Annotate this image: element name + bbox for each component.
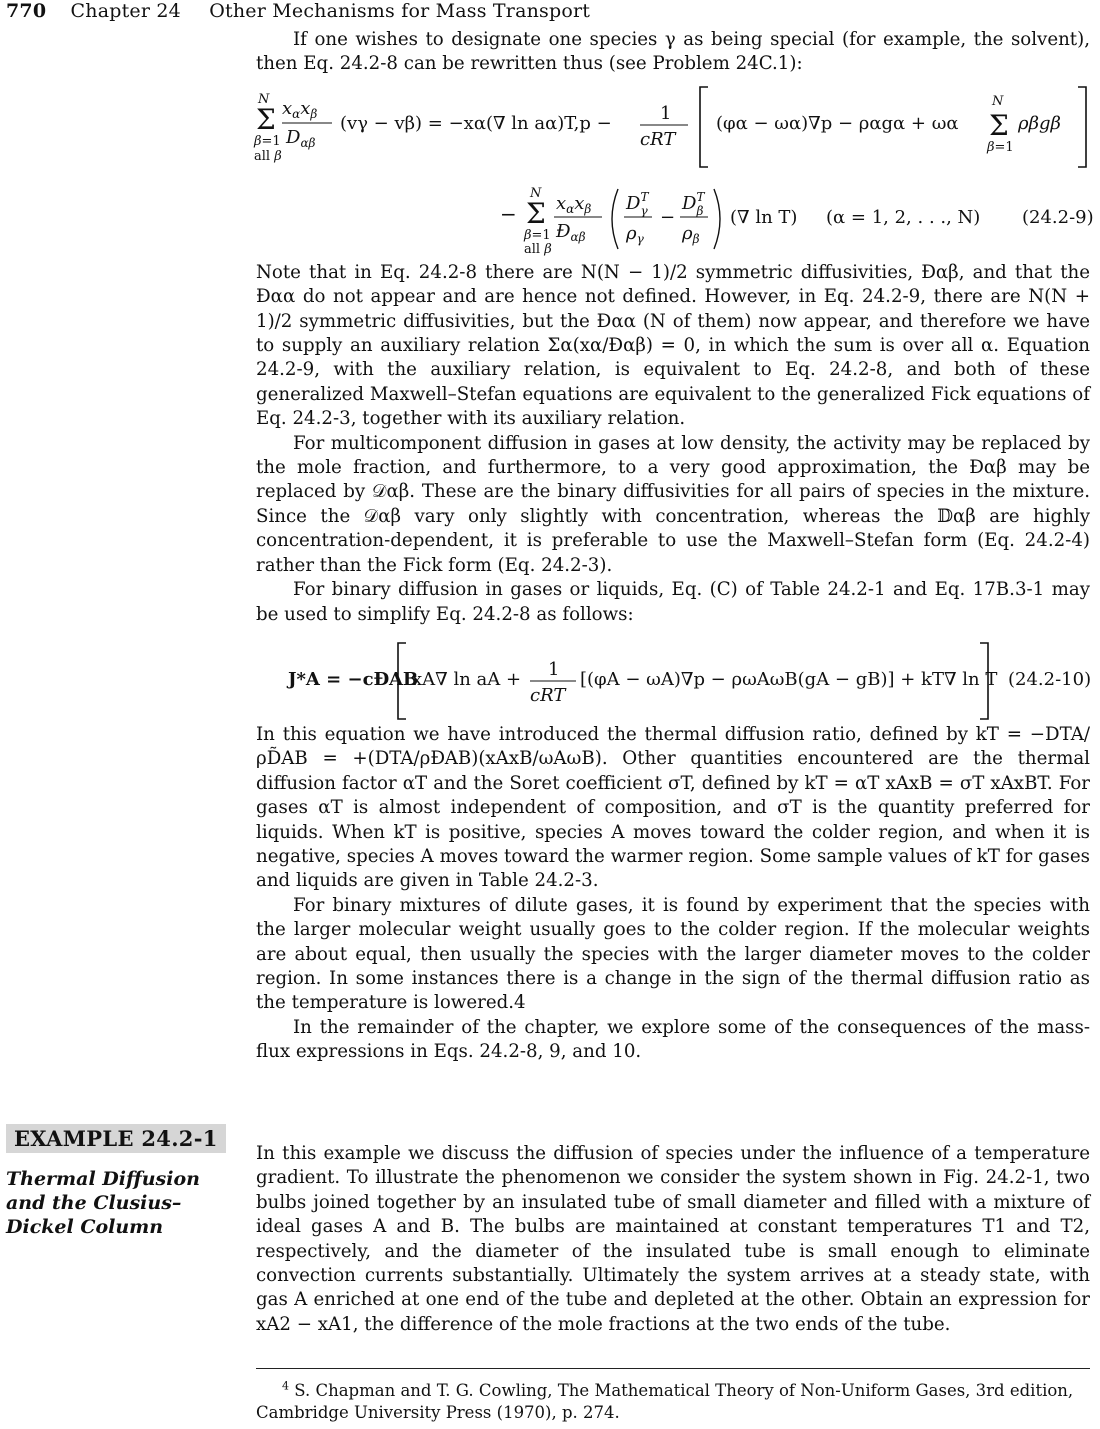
example-title: Thermal Diffusion and the Clusius–Dickel Column <box>6 1168 200 1238</box>
svg-text:DTγ: $D^T$ γ <box>626 189 649 218</box>
svg-text:N: N <box>530 185 542 201</box>
svg-text:DTβ: $D^T$ β <box>682 189 705 218</box>
equation-24-2-10-graphic <box>256 637 1090 723</box>
example-text-column <box>256 1142 1090 1337</box>
svg-text:−: − <box>660 206 676 228</box>
eq10-bracket-mid: [(φA − ωA)∇p − ρωAωB(gA − gB)] + kT∇ ln T <box>580 668 998 690</box>
chapter-label: Chapter 24 <box>70 0 181 22</box>
svg-text:Σ: Σ <box>526 196 546 230</box>
svg-text:N: N <box>258 91 270 107</box>
example-sidebar <box>6 1124 231 1239</box>
svg-text:ργ: $\rho_\gamma$ <box>626 222 644 246</box>
paragraph-symmetric-diffusivities: Note that in Eq. 24.2-8 there are N(N − 1)/2 symmetric diffusivities, Ðαβ, and that the Ðαα do not appear and are hence not defined. However, in Eq. 24.2-9, there are N(N + 1)/2 symmetric diffusivities, but the Ðαα (N of them) now appear, and therefore we have to supply an auxiliary relation Σα(xα/Ðαβ) = 0, in which the sum is over all α. Equation 24.2-9, with the auxiliary relation, is equivalent to Eq. 24.2-8, and both of these generalized Maxwell–Stefan equations are equivalent to the generalized Fick equations of Eq. 24.2-3, together with its auxiliary relation. <box>256 261 1090 430</box>
footnote-divider <box>256 1368 1090 1369</box>
svg-text:Dαβ: $D_{\alpha\beta}$ <box>286 126 316 150</box>
eq9-frac-den: cRT <box>640 128 676 150</box>
svg-text:N: N <box>992 93 1004 109</box>
example-label: EXAMPLE 24.2-1 <box>6 1124 226 1153</box>
equation-24-2-10 <box>256 637 1090 723</box>
svg-text:xαxβ: $x_\alpha x_\beta$ <box>282 97 318 121</box>
eq10-bracket-start: xA∇ ln aA + <box>412 668 522 690</box>
svg-text:Ðαβ: $Ð_{\alpha\beta}$ <box>556 220 586 244</box>
paragraph-dilute-gases: For binary mixtures of dilute gases, it is found by experiment that the species with the larger molecular weight usually goes to the colder region. If the molecular weights are about equal, then usually the species with the larger diameter moves to the colder region. In some instances there is a change in the sign of the thermal diffusion ratio as the temperature is lowered.4 <box>256 894 1090 1014</box>
running-head <box>6 0 590 22</box>
eq9-line2-term: (∇ ln T) <box>730 206 798 228</box>
svg-text:xαxβ: $x_\alpha x_\beta$ <box>556 192 592 216</box>
svg-text:ρβ: $\rho_\beta$ <box>682 222 700 246</box>
svg-text:Σ: Σ <box>989 108 1009 142</box>
equation-24-2-9-line-2-graphic <box>256 181 1094 261</box>
equation-24-2-9-line-1-graphic <box>256 81 1090 181</box>
equation-24-2-9-line-1 <box>256 81 1090 181</box>
paragraph-multicomponent-gases: For multicomponent diffusion in gases at low density, the activity may be replaced by the mole fraction, and furthermore, to a very good approximation, the Ðαβ may be replaced by 𝒟αβ. These are the binary diffusivities for all pairs of species in the mixture. Since the 𝒟αβ vary only slightly with concentration, whereas the 𝔻αβ are highly concentration-dependent, it is preferable to use the Maxwell–Stefan form (Eq. 24.2-4) rather than the Fick form (Eq. 24.2-3). <box>256 432 1090 576</box>
intro-paragraph: If one wishes to designate one species γ as being special (for example, the solvent), then Eq. 24.2-8 can be rewritten thus (see Problem 24C.1): <box>256 29 1090 75</box>
svg-text:Σ: Σ <box>256 102 276 136</box>
footnote-marker: 4 <box>282 1379 289 1393</box>
eq9-frac-num: 1 <box>660 102 672 124</box>
svg-text:all β: all β <box>254 148 282 164</box>
svg-text:all β: all β <box>524 241 552 257</box>
paragraph-binary-diffusion: For binary diffusion in gases or liquids, Eq. (C) of Table 24.2-1 and Eq. 17B.3-1 may be used to simplify Eq. 24.2-8 as follows: <box>256 579 1090 625</box>
example-body: In this example we discuss the diffusion of species under the influence of a temperature gradient. To illustrate the phenomenon we consider the system shown in Fig. 24.2-1, two bulbs joined together by an insulated tube of small diameter and filled with a mixture of ideal gases A and B. The bulbs are maintained at constant temperatures T1 and T2, respectively, and the diameter of the insulated tube is small enough to eliminate convection currents substantially. Ultimately the system arrives at a steady state, with gas A enriched at one end of the tube and depleted at the other. Obtain an expression for xA2 − xA1, the difference of the mole fractions at the two ends of the tube. <box>256 1143 1090 1335</box>
equation-number-24-2-9: (24.2-9) <box>1022 206 1094 228</box>
eq9-sum-term: ρβgβ <box>1018 112 1061 134</box>
main-text-column <box>254 28 1094 1065</box>
eq9-bracket-text: (φα − ωα)∇p − ραgα + ωα <box>716 112 959 134</box>
eq9-condition: (α = 1, 2, . . ., N) <box>826 206 981 228</box>
equation-number-24-2-10: (24.2-10) <box>1008 668 1092 690</box>
footnote <box>256 1380 1090 1424</box>
chapter-title: Other Mechanisms for Mass Transport <box>209 0 591 22</box>
paragraph-thermal-diffusion-ratio: In this equation we have introduced the thermal diffusion ratio, defined by kT = −DTA/ρD̃AB = +(DTA/ρÐAB)(xAxB/ωAωB). Other quantities encountered are the thermal diffusion factor αT and the Soret coefficient σT, defined by kT = αT xAxB = σT xAxBT. For gases αT is almost independent of composition, and σT is the quantity preferred for liquids. When kT is positive, species A moves toward the colder region, and when it is negative, species A moves toward the warmer region. Some sample values of kT for gases and liquids are given in Table 24.2-3. <box>256 723 1090 892</box>
page-number: 770 <box>6 0 47 22</box>
svg-text:β=1: β=1 <box>254 133 281 149</box>
eq10-lhs: J*A = −cÐAB <box>288 668 419 690</box>
svg-text:β=1: β=1 <box>987 139 1014 155</box>
footnote-text: S. Chapman and T. G. Cowling, The Mathematical Theory of Non-Uniform Gases, 3rd edition, Cambridge University Press (1970), p. 274. <box>256 1381 1074 1422</box>
paragraph-remainder: In the remainder of the chapter, we explore some of the consequences of the mass-flux expressions in Eqs. 24.2-8, 9, and 10. <box>256 1016 1090 1063</box>
svg-text:β=1: β=1 <box>524 227 551 243</box>
eq10-frac-num: 1 <box>548 658 560 680</box>
svg-text:−: − <box>500 201 517 226</box>
eq10-frac-den: cRT <box>530 684 566 706</box>
equation-24-2-9-line-2 <box>256 181 1094 261</box>
eq9-lhs-text: (vγ − vβ) = −xα(∇ ln aα)T,p − <box>340 112 612 134</box>
